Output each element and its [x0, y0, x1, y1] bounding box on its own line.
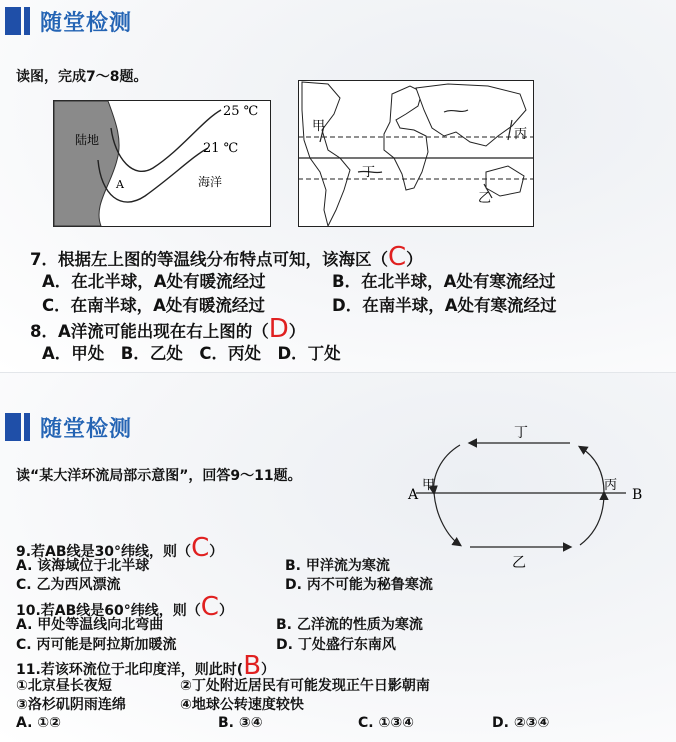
q11-option-c: C. ①③④: [358, 715, 415, 731]
q8-close: ）: [288, 322, 306, 341]
q11-item-3: ③洛杉矶阴雨连绵: [16, 697, 126, 713]
q11-option-a: A. ①②: [16, 715, 61, 731]
section-header: [5, 7, 132, 35]
land-label: 陆地: [75, 133, 100, 147]
intro-text: 读图，完成7～8题。: [16, 69, 148, 85]
label-yi: 乙: [512, 555, 526, 571]
q11-close: ）: [261, 662, 276, 678]
q10-option-c: C. 丙可能是阿拉斯加暖流: [16, 637, 177, 653]
header-title: 随堂检测: [40, 10, 133, 36]
point-b: B: [632, 487, 643, 503]
q7-option-d: D．在南半球，A处有寒流经过: [332, 296, 557, 315]
label-jia: 甲: [422, 478, 436, 493]
q9-option-d: D. 丙不可能为秘鲁寒流: [285, 577, 433, 593]
q8-answer: D: [268, 314, 289, 344]
q10-stem: 10.若AB线是60°纬线，则（: [16, 603, 201, 619]
q7-option-b: B．在北半球，A处有寒流经过: [332, 272, 556, 291]
q9-close: ）: [209, 544, 224, 560]
q11-option-b: B. ③④: [218, 715, 263, 731]
q7-stem: 7．根据左上图的等温线分布特点可知，该海区（: [30, 250, 388, 269]
intro-text: 读“某大洋环流局部示意图”，回答9～11题。: [16, 468, 302, 484]
q9-option-b: B. 甲洋流为寒流: [285, 558, 390, 574]
label-ding: 丁: [514, 425, 528, 441]
q11-item-4: ④地球公转速度较快: [180, 697, 304, 713]
q7-close: ）: [406, 250, 423, 269]
iso-25-label: 25 ℃: [223, 104, 259, 119]
label-bing: 丙: [514, 127, 528, 142]
q11-item-2: ②丁处附近居民有可能发现正午日影朝南: [180, 678, 430, 694]
ocean-label: 海洋: [198, 175, 223, 189]
q9-option-c: C. 乙为西风漂流: [16, 577, 121, 593]
section-header: [5, 413, 132, 441]
q9-stem: 9.若AB线是30°纬线，则（: [16, 544, 192, 560]
q11-item-1: ①北京昼长夜短: [16, 678, 112, 694]
point-a: A: [408, 487, 419, 503]
slide-2: [0, 372, 676, 742]
q10-answer: C: [200, 592, 219, 622]
header-bar-thin-icon: [24, 7, 30, 35]
q7-option-c: C．在南半球，A处有暖流经过: [42, 296, 265, 315]
header-bar-thin-icon: [24, 413, 30, 441]
q11-stem: 11.若该环流位于北印度洋，则此时(: [16, 662, 244, 678]
label-bing: 丙: [604, 478, 618, 493]
q10-close: ）: [218, 603, 233, 619]
label-ding: 丁: [362, 165, 376, 180]
label-yi: 乙: [478, 191, 492, 206]
q10-option-a: A. 甲处等温线向北弯曲: [16, 617, 164, 633]
header-title: 随堂检测: [40, 416, 133, 442]
header-bar-icon: [5, 7, 21, 35]
q8-options: A．甲处 B．乙处 C．丙处 D．丁处: [42, 344, 341, 363]
q10-option-d: D. 丁处盛行东南风: [276, 637, 396, 653]
q8-stem: 8．A洋流可能出现在右上图的（: [30, 322, 269, 341]
gyre-figure: [400, 421, 662, 571]
q9-answer: C: [191, 533, 210, 563]
header-bar-icon: [5, 413, 21, 441]
q9-option-a: A. 该海域位于北半球: [16, 558, 150, 574]
q11-answer: B: [243, 651, 262, 681]
q11-option-d: D. ②③④: [492, 715, 550, 731]
isotherm-figure: [53, 100, 271, 227]
q7-answer: C: [387, 242, 407, 272]
q7-option-a: A．在北半球，A处有暖流经过: [42, 272, 266, 291]
point-a-label: A: [116, 178, 124, 191]
world-map-figure: [298, 80, 534, 227]
iso-21-label: 21 ℃: [203, 141, 239, 156]
q10-option-b: B. 乙洋流的性质为寒流: [276, 617, 423, 633]
label-jia: 甲: [312, 119, 326, 134]
